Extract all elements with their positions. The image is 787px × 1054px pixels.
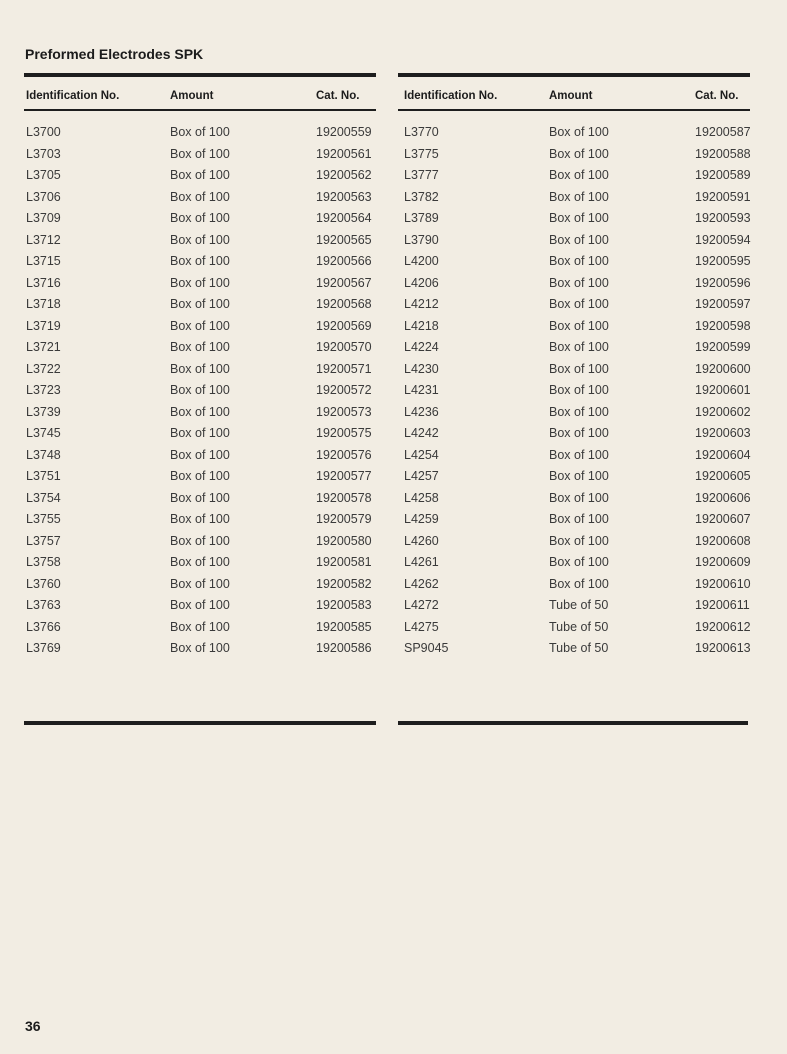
identification-cell: L3763 (26, 598, 61, 612)
amount-cell: Box of 100 (549, 555, 609, 569)
cat-no-cell: 19200579 (316, 512, 372, 526)
amount-cell: Box of 100 (170, 168, 230, 182)
cat-no-cell: 19200601 (695, 383, 751, 397)
identification-cell: L3703 (26, 146, 61, 161)
header-cat-no: Cat. No. (316, 90, 360, 102)
amount-cell: Box of 100 (549, 125, 609, 139)
table-row (24, 317, 376, 339)
identification-cell: L4260 (404, 533, 439, 548)
identification-cell: L3766 (26, 619, 61, 634)
cat-no-cell: 19200612 (695, 619, 751, 634)
amount-cell: Box of 100 (170, 211, 230, 225)
header-amount: Amount (170, 90, 214, 102)
cat-no-cell: 19200609 (695, 555, 751, 569)
amount-cell: Box of 100 (549, 211, 609, 225)
amount-cell: Box of 100 (170, 125, 230, 139)
identification-cell: L3777 (404, 168, 439, 182)
identification-cell: L3775 (404, 146, 439, 161)
cat-no-cell: 19200608 (695, 533, 751, 548)
amount-cell: Box of 100 (170, 404, 230, 419)
table-row (24, 575, 376, 597)
identification-cell: L4200 (404, 254, 439, 268)
identification-cell: L3700 (26, 125, 61, 139)
identification-cell: SP9045 (404, 641, 449, 655)
amount-cell: Box of 100 (170, 533, 230, 548)
cat-no-cell: 19200607 (695, 512, 751, 526)
identification-cell: L4258 (404, 490, 439, 505)
identification-cell: L4272 (404, 598, 439, 612)
table-row (24, 489, 376, 511)
identification-cell: L4230 (404, 361, 439, 376)
amount-cell: Box of 100 (549, 447, 609, 462)
identification-cell: L4236 (404, 404, 439, 419)
cat-no-cell: 19200588 (695, 146, 751, 161)
amount-cell: Box of 100 (170, 297, 230, 311)
table-row (24, 639, 376, 661)
amount-cell: Box of 100 (170, 318, 230, 333)
cat-no-cell: 19200569 (316, 318, 372, 333)
amount-cell: Box of 100 (170, 598, 230, 612)
identification-cell: L4259 (404, 512, 439, 526)
table-row (398, 123, 750, 145)
cat-no-cell: 19200589 (695, 168, 751, 182)
amount-cell: Box of 100 (170, 340, 230, 354)
identification-cell: L3719 (26, 318, 61, 333)
cat-no-cell: 19200583 (316, 598, 372, 612)
cat-no-cell: 19200586 (316, 641, 372, 655)
table-row (398, 145, 750, 167)
cat-no-cell: 19200581 (316, 555, 372, 569)
table-row (24, 381, 376, 403)
identification-cell: L3751 (26, 469, 61, 483)
amount-cell: Box of 100 (549, 146, 609, 161)
cat-no-cell: 19200568 (316, 297, 372, 311)
table-row (24, 145, 376, 167)
amount-cell: Box of 100 (549, 275, 609, 290)
amount-cell: Box of 100 (170, 146, 230, 161)
cat-no-cell: 19200599 (695, 340, 751, 354)
amount-cell: Box of 100 (170, 619, 230, 634)
identification-cell: L4275 (404, 619, 439, 634)
table-row (398, 295, 750, 317)
cat-no-cell: 19200565 (316, 232, 372, 247)
cat-no-cell: 19200605 (695, 469, 751, 483)
identification-cell: L4231 (404, 383, 439, 397)
cat-no-cell: 19200604 (695, 447, 751, 462)
table-row (398, 231, 750, 253)
table-row (398, 403, 750, 425)
cat-no-cell: 19200587 (695, 125, 751, 139)
table-row (398, 188, 750, 210)
amount-cell: Box of 100 (549, 232, 609, 247)
table-header (24, 77, 376, 109)
identification-cell: L3790 (404, 232, 439, 247)
identification-cell: L4261 (404, 555, 439, 569)
table-row (24, 252, 376, 274)
table-row (24, 188, 376, 210)
cat-no-cell: 19200559 (316, 125, 372, 139)
identification-cell: L3758 (26, 555, 61, 569)
identification-cell: L3739 (26, 404, 61, 419)
amount-cell: Box of 100 (170, 576, 230, 591)
page-number: 36 (25, 1018, 41, 1034)
cat-no-cell: 19200577 (316, 469, 372, 483)
cat-no-cell: 19200575 (316, 426, 372, 440)
amount-cell: Box of 100 (549, 318, 609, 333)
identification-cell: L3723 (26, 383, 61, 397)
table-row (398, 639, 750, 661)
identification-cell: L3721 (26, 340, 61, 354)
amount-cell: Box of 100 (549, 383, 609, 397)
left-table (24, 73, 376, 661)
amount-cell: Box of 100 (549, 254, 609, 268)
table-row (398, 596, 750, 618)
header-rule (24, 109, 376, 111)
cat-no-cell: 19200580 (316, 533, 372, 548)
table-row (398, 575, 750, 597)
amount-cell: Box of 100 (170, 383, 230, 397)
amount-cell: Box of 100 (549, 490, 609, 505)
identification-cell: L3755 (26, 512, 61, 526)
cat-no-cell: 19200564 (316, 211, 372, 225)
table-row (398, 166, 750, 188)
amount-cell: Box of 100 (549, 189, 609, 204)
table-row (398, 618, 750, 640)
cat-no-cell: 19200585 (316, 619, 372, 634)
cat-no-cell: 19200561 (316, 146, 372, 161)
cat-no-cell: 19200562 (316, 168, 372, 182)
identification-cell: L3712 (26, 232, 61, 247)
identification-cell: L3718 (26, 297, 61, 311)
cat-no-cell: 19200576 (316, 447, 372, 462)
table-row (24, 510, 376, 532)
table-row (398, 317, 750, 339)
table-row (398, 338, 750, 360)
cat-no-cell: 19200578 (316, 490, 372, 505)
table-row (24, 424, 376, 446)
identification-cell: L4262 (404, 576, 439, 591)
cat-no-cell: 19200602 (695, 404, 751, 419)
right-table (398, 73, 750, 661)
table-row (24, 618, 376, 640)
table-body (24, 123, 376, 661)
cat-no-cell: 19200596 (695, 275, 751, 290)
table-row (398, 467, 750, 489)
table-row (24, 467, 376, 489)
table-row (398, 489, 750, 511)
amount-cell: Box of 100 (170, 512, 230, 526)
amount-cell: Box of 100 (170, 555, 230, 569)
header-identification: Identification No. (404, 90, 498, 102)
cat-no-cell: 19200610 (695, 576, 751, 591)
amount-cell: Box of 100 (549, 512, 609, 526)
table-bottom-rule (24, 721, 376, 725)
amount-cell: Tube of 50 (549, 619, 609, 634)
amount-cell: Box of 100 (170, 490, 230, 505)
amount-cell: Box of 100 (170, 447, 230, 462)
header-identification: Identification No. (26, 90, 120, 102)
table-row (398, 381, 750, 403)
cat-no-cell: 19200570 (316, 340, 372, 354)
table-row (398, 209, 750, 231)
identification-cell: L4218 (404, 318, 439, 333)
table-row (24, 403, 376, 425)
cat-no-cell: 19200571 (316, 361, 372, 376)
identification-cell: L3757 (26, 533, 61, 548)
cat-no-cell: 19200566 (316, 254, 372, 268)
identification-cell: L3715 (26, 254, 61, 268)
cat-no-cell: 19200600 (695, 361, 751, 376)
table-header (398, 77, 750, 109)
cat-no-cell: 19200611 (695, 598, 750, 612)
amount-cell: Box of 100 (549, 361, 609, 376)
table-row (398, 274, 750, 296)
table-row (24, 295, 376, 317)
header-rule (398, 109, 750, 111)
table-row (24, 209, 376, 231)
identification-cell: L3705 (26, 168, 61, 182)
table-body (398, 123, 750, 661)
cat-no-cell: 19200613 (695, 641, 751, 655)
identification-cell: L3706 (26, 189, 61, 204)
table-row (24, 338, 376, 360)
table-row (24, 231, 376, 253)
cat-no-cell: 19200597 (695, 297, 751, 311)
identification-cell: L3748 (26, 447, 61, 462)
table-row (24, 274, 376, 296)
identification-cell: L3782 (404, 189, 439, 204)
identification-cell: L4257 (404, 469, 439, 483)
amount-cell: Box of 100 (170, 641, 230, 655)
amount-cell: Box of 100 (170, 189, 230, 204)
identification-cell: L4206 (404, 275, 439, 290)
cat-no-cell: 19200582 (316, 576, 372, 591)
table-row (398, 553, 750, 575)
cat-no-cell: 19200593 (695, 211, 751, 225)
table-row (24, 596, 376, 618)
identification-cell: L3760 (26, 576, 61, 591)
table-row (398, 532, 750, 554)
cat-no-cell: 19200595 (695, 254, 751, 268)
amount-cell: Box of 100 (170, 275, 230, 290)
identification-cell: L3754 (26, 490, 61, 505)
identification-cell: L4212 (404, 297, 439, 311)
table-row (24, 553, 376, 575)
amount-cell: Tube of 50 (549, 641, 609, 655)
identification-cell: L4254 (404, 447, 439, 462)
identification-cell: L3709 (26, 211, 61, 225)
cat-no-cell: 19200572 (316, 383, 372, 397)
cat-no-cell: 19200606 (695, 490, 751, 505)
amount-cell: Box of 100 (170, 469, 230, 483)
cat-no-cell: 19200573 (316, 404, 372, 419)
header-cat-no: Cat. No. (695, 90, 739, 102)
identification-cell: L3769 (26, 641, 61, 655)
amount-cell: Tube of 50 (549, 598, 609, 612)
table-row (24, 360, 376, 382)
header-amount: Amount (549, 90, 593, 102)
amount-cell: Box of 100 (549, 168, 609, 182)
amount-cell: Box of 100 (549, 426, 609, 440)
cat-no-cell: 19200603 (695, 426, 751, 440)
page-title: Preformed Electrodes SPK (25, 46, 204, 62)
cat-no-cell: 19200567 (316, 275, 372, 290)
amount-cell: Box of 100 (549, 533, 609, 548)
table-row (398, 424, 750, 446)
table-row (398, 252, 750, 274)
amount-cell: Box of 100 (170, 361, 230, 376)
table-row (398, 360, 750, 382)
table-bottom-rule (398, 721, 748, 725)
identification-cell: L3722 (26, 361, 61, 376)
cat-no-cell: 19200594 (695, 232, 751, 247)
identification-cell: L3745 (26, 426, 61, 440)
amount-cell: Box of 100 (549, 469, 609, 483)
identification-cell: L3789 (404, 211, 439, 225)
amount-cell: Box of 100 (549, 340, 609, 354)
identification-cell: L4242 (404, 426, 439, 440)
amount-cell: Box of 100 (170, 232, 230, 247)
cat-no-cell: 19200563 (316, 189, 372, 204)
amount-cell: Box of 100 (170, 254, 230, 268)
amount-cell: Box of 100 (549, 297, 609, 311)
identification-cell: L4224 (404, 340, 439, 354)
table-row (398, 510, 750, 532)
cat-no-cell: 19200591 (695, 189, 751, 204)
amount-cell: Box of 100 (170, 426, 230, 440)
amount-cell: Box of 100 (549, 404, 609, 419)
table-row (24, 532, 376, 554)
table-row (24, 166, 376, 188)
identification-cell: L3770 (404, 125, 439, 139)
table-row (24, 123, 376, 145)
amount-cell: Box of 100 (549, 576, 609, 591)
identification-cell: L3716 (26, 275, 61, 290)
table-row (398, 446, 750, 468)
table-row (24, 446, 376, 468)
cat-no-cell: 19200598 (695, 318, 751, 333)
